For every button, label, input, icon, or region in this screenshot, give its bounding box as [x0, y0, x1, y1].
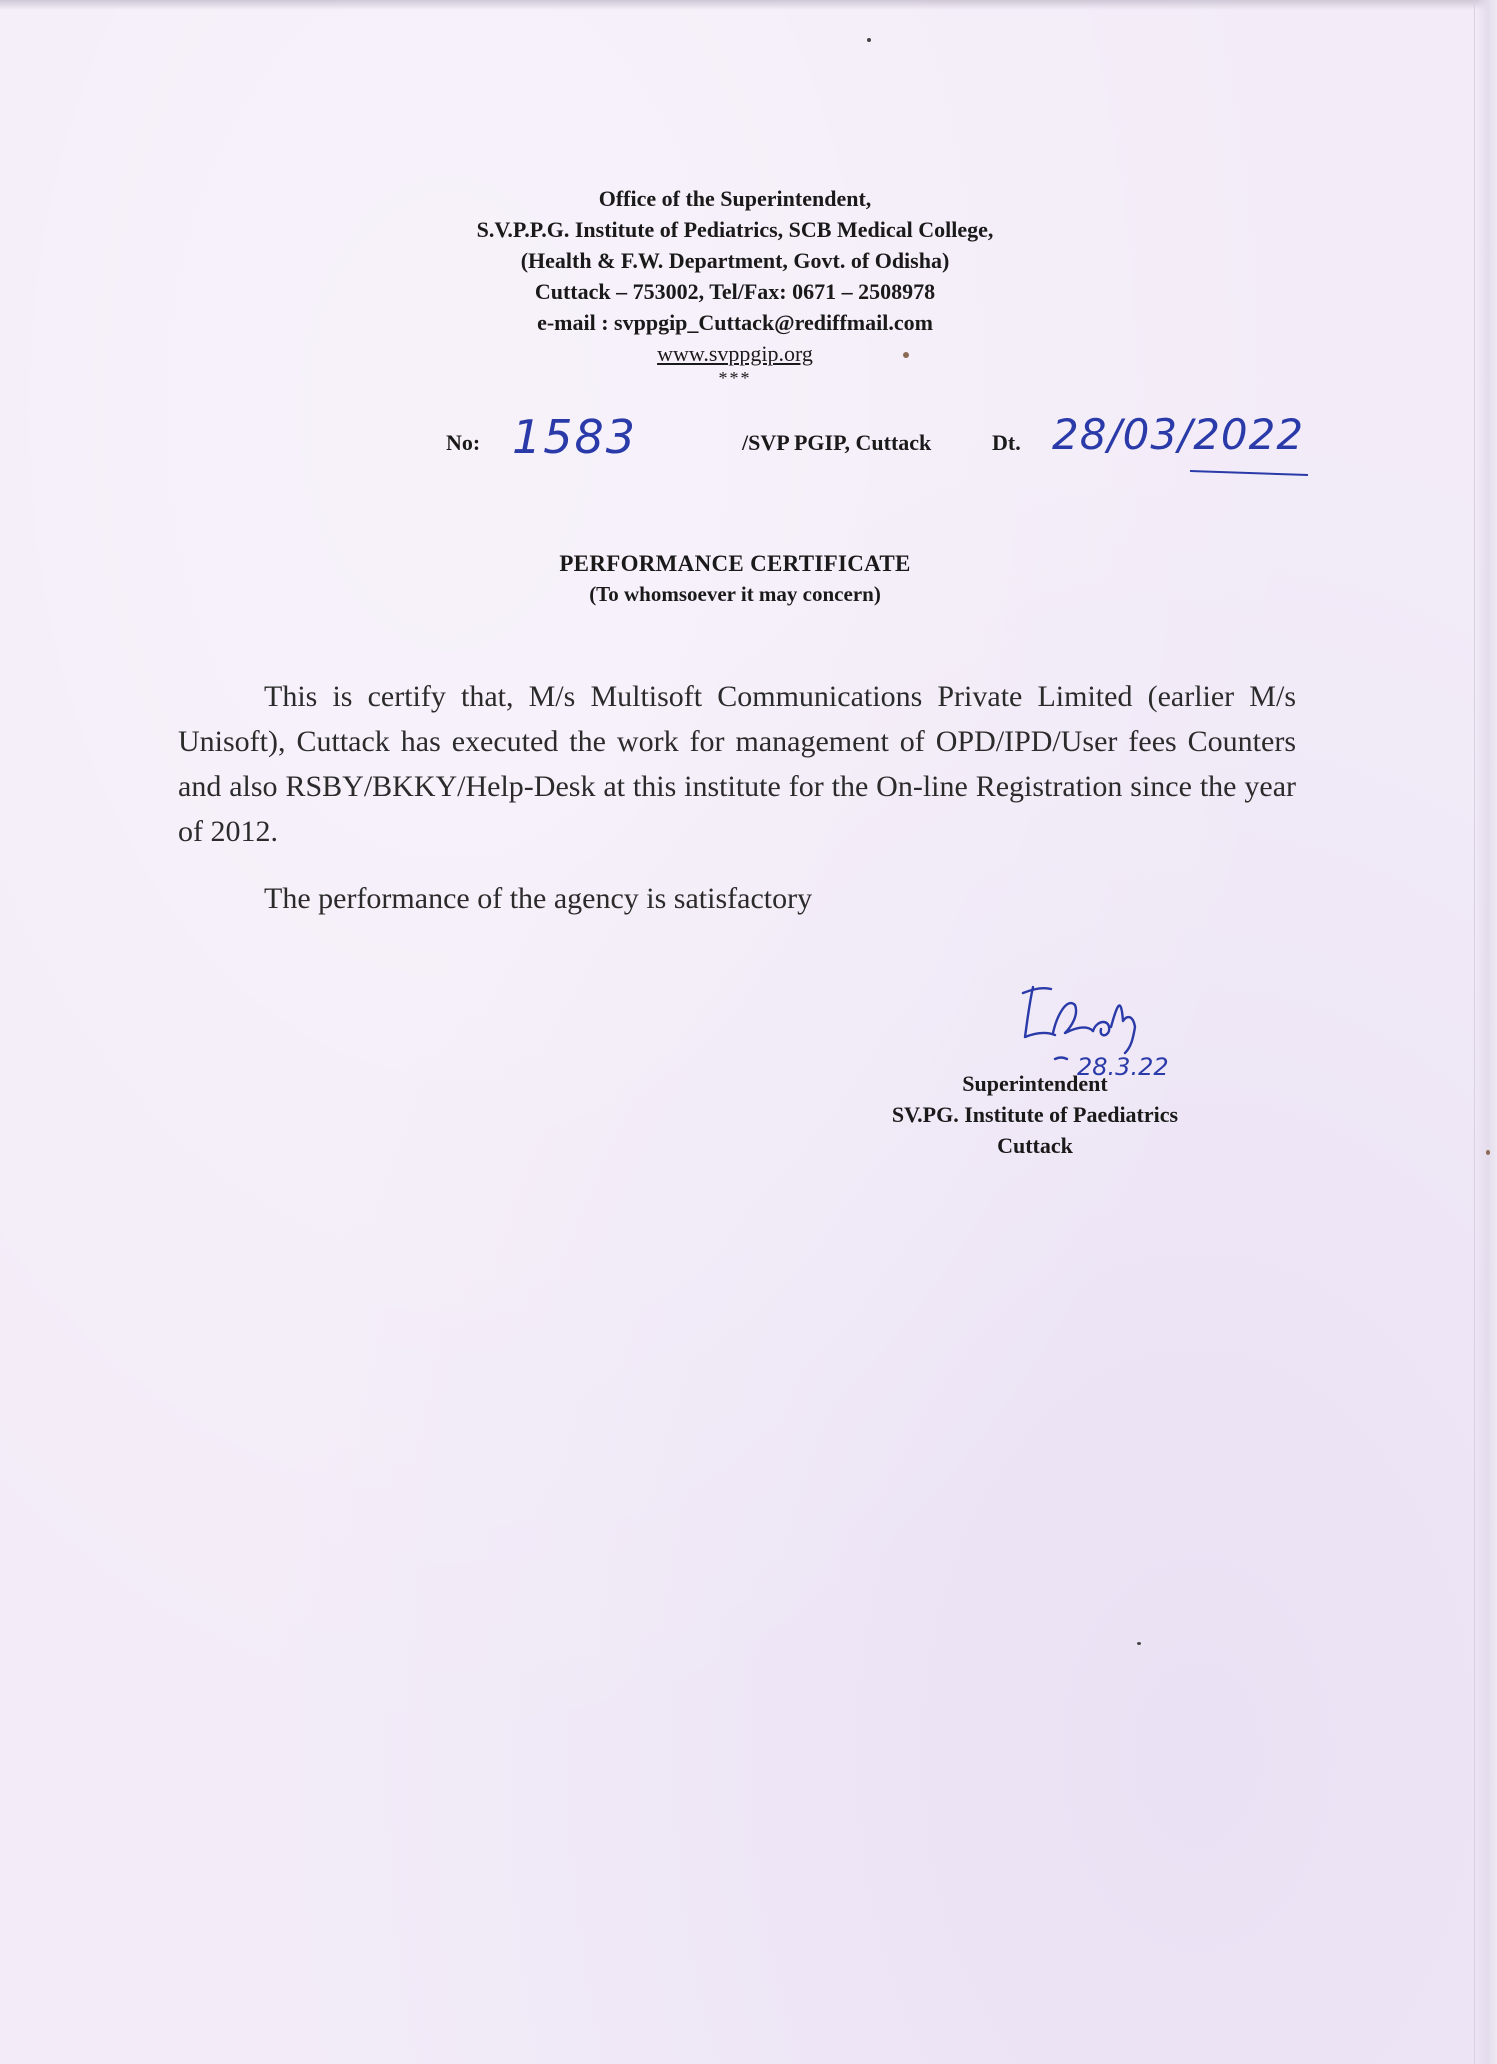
paper-speck [1486, 1150, 1490, 1155]
signatory-institute: SV.PG. Institute of Paediatrics [891, 1102, 1179, 1127]
paper-speck [1137, 1642, 1141, 1645]
letterhead-department: (Health & F.W. Department, Govt. of Odisha) [520, 248, 950, 273]
certificate-title: PERFORMANCE CERTIFICATE [559, 551, 911, 576]
reference-number-handwritten: 1583 [512, 410, 638, 464]
paper-speck [867, 38, 871, 42]
signatory-city: Cuttack [997, 1133, 1073, 1158]
page-right-edge [1474, 0, 1497, 2064]
certificate-subtitle: (To whomsoever it may concern) [589, 582, 881, 606]
letterhead-office: Office of the Superintendent, [598, 186, 872, 211]
letterhead-address: Cuttack – 753002, Tel/Fax: 0671 – 2508978 [534, 279, 936, 304]
reference-number-label: No: [446, 430, 481, 455]
letterhead-email: e-mail : svppgip_Cuttack@rediffmail.com [537, 310, 933, 335]
signatory-block [840, 1068, 1230, 1161]
certificate-heading [0, 548, 1470, 608]
letterhead-stars: *** [718, 368, 752, 388]
reference-date-handwritten: 28/03/2022 [1052, 410, 1305, 459]
page-top-edge [0, 0, 1497, 10]
body-paragraph-2: The performance of the agency is satisfactory [264, 882, 813, 915]
signatory-title: Superintendent [962, 1071, 1108, 1096]
letterhead-institute: S.V.P.P.G. Institute of Pediatrics, SCB Medical College, [476, 217, 994, 242]
reference-date-label: Dt. [992, 430, 1021, 455]
reference-office-suffix: /SVP PGIP, Cuttack [742, 430, 932, 455]
paper-speck [903, 352, 909, 358]
reference-line [0, 410, 1497, 476]
signature-date: 28.3.22 [1077, 1053, 1169, 1081]
letterhead [0, 183, 1470, 387]
letterhead-website: www.svppgip.org [657, 341, 813, 366]
body-paragraph-1: This is certify that, M/s Multisoft Communications Private Limited (earlier M/s Unisoft), Cuttack has executed the work for management of OPD/IPD/User fees Counters and also RSBY/BKKY/Help-Desk at this institute for the On-line Registration since the year of 2012. [178, 680, 1296, 848]
